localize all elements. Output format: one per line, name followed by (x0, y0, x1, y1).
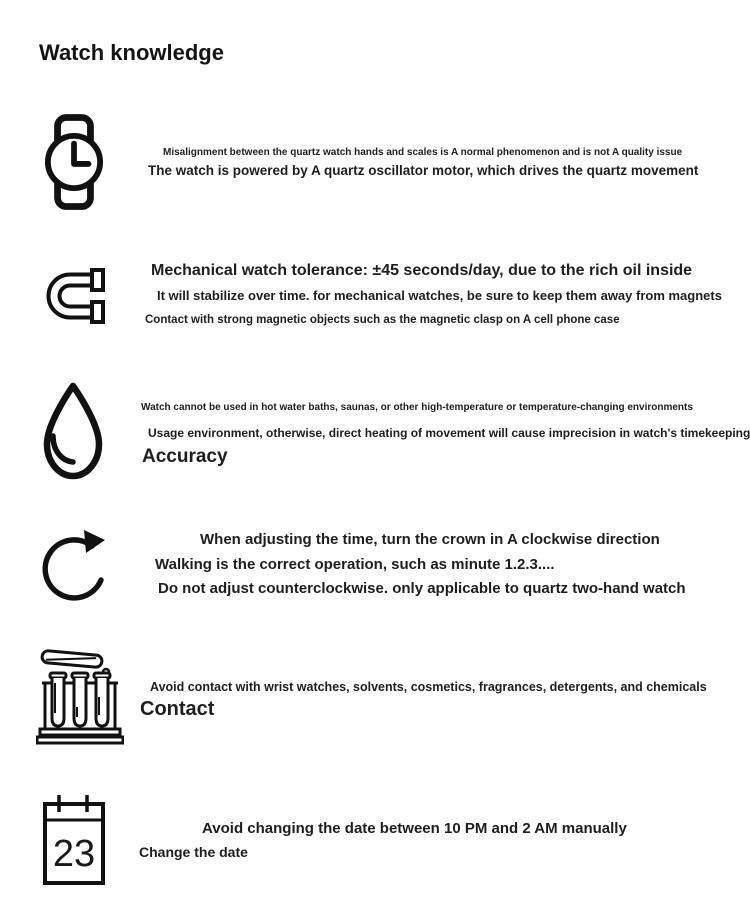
crown-walking-line: Walking is the correct operation, such as minute 1.2.3.... (155, 556, 555, 573)
clockwise-arrow-icon (38, 524, 114, 610)
quartz-note-line: Misalignment between the quartz watch hands and scales is A normal phenomenon and is not A quality issue (163, 147, 683, 158)
temperature-warning-line: Watch cannot be used in hot water baths, saunas, or other high-temperature or temperature-changing environments (141, 402, 693, 413)
temperature-usage-line: Usage environment, otherwise, direct heating of movement will cause imprecision in watch's timekeeping (148, 426, 750, 440)
watch-icon (44, 112, 104, 212)
calendar-day-number: 23 (52, 833, 96, 875)
calendar-icon (42, 792, 106, 886)
chemicals-avoid-line: Avoid contact with wrist watches, solvents, cosmetics, fragrances, detergents, and chemicals (150, 680, 707, 694)
test-tubes-icon (36, 645, 124, 745)
accuracy-heading: Accuracy (142, 446, 228, 467)
magnet-tolerance-line: Mechanical watch tolerance: ±45 seconds/day, due to the rich oil inside (151, 262, 693, 279)
contact-heading: Contact (140, 698, 215, 720)
page-title: Watch knowledge (39, 40, 224, 65)
change-date-heading: Change the date (139, 844, 248, 860)
magnet-icon (40, 264, 108, 328)
quartz-main-line: The watch is powered by A quartz oscillator motor, which drives the quartz movement (148, 163, 699, 178)
magnet-contact-line: Contact with strong magnetic objects such as the magnetic clasp on A cell phone case (145, 314, 620, 326)
magnet-stabilize-line: It will stabilize over time. for mechanical watches, be sure to keep them away from magnets (157, 288, 722, 303)
water-drop-icon (40, 380, 106, 482)
crown-counterclockwise-line: Do not adjust counterclockwise. only applicable to quartz two-hand watch (158, 580, 686, 597)
date-avoid-line: Avoid changing the date between 10 PM and 2 AM manually (202, 820, 627, 837)
crown-clockwise-line: When adjusting the time, turn the crown in A clockwise direction (200, 531, 660, 548)
